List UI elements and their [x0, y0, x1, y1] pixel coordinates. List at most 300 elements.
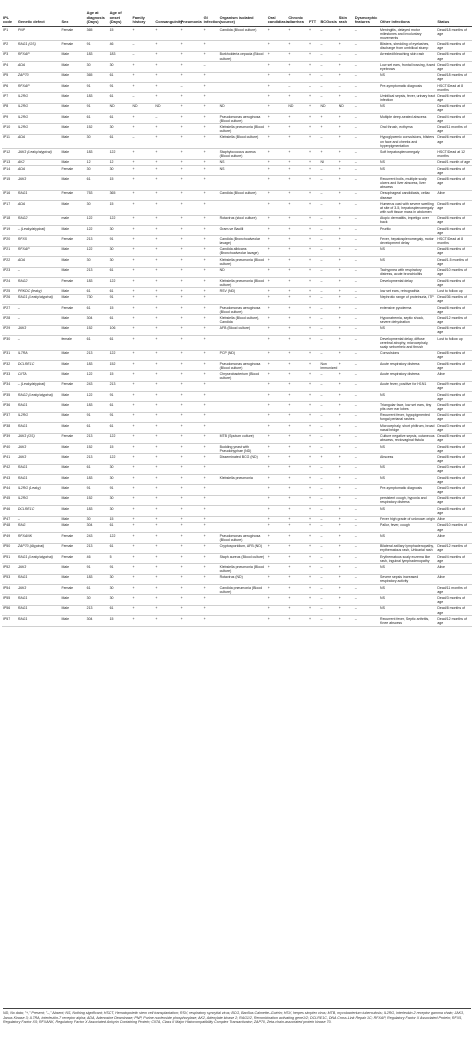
- table-cell: IP51: [2, 553, 17, 563]
- table-row: [2, 294, 472, 304]
- table-cell: Dead/6 months of age: [436, 51, 472, 61]
- table-cell: –: [132, 134, 155, 148]
- table-cell: HSCT/Dead at 8 months: [436, 82, 472, 92]
- table-cell: +: [180, 176, 203, 190]
- table-cell: +: [287, 190, 308, 200]
- table-cell: IP30: [2, 336, 17, 350]
- table-cell: +: [338, 267, 354, 277]
- table-cell: –: [319, 574, 337, 584]
- table-cell: +: [267, 93, 288, 103]
- table-cell: Dead/6 months of age: [436, 495, 472, 505]
- table-cell: Nephrotic range of proteinuria, ITP: [379, 294, 436, 304]
- table-cell: Male: [60, 267, 85, 277]
- table-cell: 183: [86, 51, 109, 61]
- table-cell: +: [287, 381, 308, 391]
- table-row: [2, 564, 472, 574]
- table-cell: +: [338, 595, 354, 605]
- table-cell: Male: [60, 350, 85, 360]
- table-cell: +: [287, 226, 308, 236]
- table-cell: Rotavirus (ND): [219, 574, 267, 584]
- table-cell: AK2: [17, 159, 61, 165]
- table-cell: IL2RG (Leaky): [17, 485, 61, 495]
- table-cell: –: [319, 443, 337, 453]
- table-row: [2, 201, 472, 215]
- table-cell: +: [154, 62, 179, 72]
- table-cell: +: [267, 236, 288, 246]
- table-cell: 30: [86, 516, 109, 522]
- table-cell: +: [287, 553, 308, 563]
- table-cell: Candida pneumonia (Blood culture): [219, 585, 267, 595]
- table-cell: 61: [109, 543, 132, 553]
- table-cell: +: [154, 443, 179, 453]
- table-row: [2, 82, 472, 92]
- table-cell: +: [154, 51, 179, 61]
- table-cell: +: [319, 149, 337, 159]
- table-cell: +: [154, 454, 179, 464]
- table-row: [2, 464, 472, 474]
- column-header: Status: [436, 3, 472, 27]
- table-cell: IP34: [2, 381, 17, 391]
- table-cell: Male: [60, 454, 85, 464]
- table-cell: +: [267, 616, 288, 626]
- table-cell: +: [267, 506, 288, 516]
- table-cell: +: [287, 574, 308, 584]
- table-cell: 91: [109, 485, 132, 495]
- table-cell: Male: [60, 464, 85, 474]
- table-cell: +: [132, 336, 155, 350]
- table-cell: 122: [86, 371, 109, 381]
- table-cell: IP16: [2, 190, 17, 200]
- table-cell: +: [132, 564, 155, 574]
- table-cell: +: [338, 616, 354, 626]
- table-cell: –: [338, 51, 354, 61]
- table-cell: Klebsiella (Blood culture), Candida: [219, 315, 267, 325]
- table-cell: 15: [109, 443, 132, 453]
- table-cell: IP35: [2, 392, 17, 402]
- table-cell: +: [180, 267, 203, 277]
- table-cell: Male: [60, 93, 85, 103]
- table-cell: IL2RG: [17, 412, 61, 422]
- table-cell: –: [354, 605, 379, 615]
- table-cell: +: [287, 267, 308, 277]
- table-cell: –: [319, 134, 337, 148]
- table-cell: –: [354, 72, 379, 82]
- table-row: [2, 325, 472, 335]
- table-cell: NS: [219, 165, 267, 175]
- table-cell: +: [267, 294, 288, 304]
- patient-table: [2, 3, 472, 627]
- table-cell: Dead/9 months of age: [436, 381, 472, 391]
- table-cell: Male: [60, 616, 85, 626]
- table-cell: extensive pyoderma: [379, 304, 436, 314]
- table-cell: NS: [379, 533, 436, 543]
- table-cell: +: [203, 350, 219, 360]
- table-cell: 213: [86, 433, 109, 443]
- table-cell: +: [338, 336, 354, 350]
- table-cell: +: [338, 371, 354, 381]
- table-cell: +: [154, 464, 179, 474]
- table-cell: –: [354, 294, 379, 304]
- table-cell: –: [354, 325, 379, 335]
- table-cell: –: [354, 41, 379, 51]
- column-header: Sex: [60, 3, 85, 27]
- table-cell: –: [319, 82, 337, 92]
- table-cell: +: [154, 392, 179, 402]
- table-cell: 30: [109, 495, 132, 505]
- table-cell: 243: [86, 381, 109, 391]
- table-cell: +: [132, 506, 155, 516]
- table-cell: Male: [60, 506, 85, 516]
- table-cell: Blisters, shedding of eyelashes, discharge from umbilical stump: [379, 41, 436, 51]
- table-row: [2, 371, 472, 381]
- table-cell: 15: [109, 27, 132, 41]
- table-cell: 61: [109, 72, 132, 82]
- table-cell: Culture negative sepsis, cutaneous abscess, rectovaginal fistula: [380, 434, 435, 443]
- table-cell: +: [203, 257, 219, 267]
- table-cell: +: [132, 215, 155, 225]
- table-cell: +: [338, 236, 354, 246]
- table-cell: –: [354, 103, 379, 113]
- table-cell: RAG1: [17, 402, 61, 412]
- table-cell: +: [154, 201, 179, 215]
- table-cell: +: [287, 246, 308, 256]
- table-row: [2, 236, 472, 246]
- table-cell: Acute respiratory distress: [379, 360, 436, 370]
- table-row: [2, 443, 472, 453]
- table-cell: +: [203, 41, 219, 51]
- table-cell: IP10: [2, 124, 17, 134]
- table-cell: Dead/6 months of age: [436, 134, 472, 148]
- table-cell: +: [154, 616, 179, 626]
- table-cell: 30: [86, 62, 109, 72]
- table-cell: –: [180, 82, 203, 92]
- table-cell: +: [132, 350, 155, 360]
- table-cell: +: [267, 277, 288, 287]
- table-cell: +: [308, 176, 319, 190]
- table-cell: 122: [86, 215, 109, 225]
- table-row: [2, 93, 472, 103]
- table-cell: 61: [86, 176, 109, 190]
- table-cell: +: [338, 201, 354, 215]
- table-cell: –: [354, 475, 379, 485]
- table-cell: +: [267, 267, 288, 277]
- table-cell: 61: [109, 114, 132, 124]
- table-cell: +: [203, 277, 219, 287]
- column-header: Genetic defect: [17, 3, 61, 27]
- table-cell: –: [17, 304, 61, 314]
- table-cell: –: [319, 176, 337, 190]
- table-cell: Male: [60, 51, 85, 61]
- table-cell: –: [319, 267, 337, 277]
- table-cell: Developmental delay: [379, 277, 436, 287]
- table-cell: +: [203, 165, 219, 175]
- table-cell: IP13: [2, 159, 17, 165]
- table-cell: 61: [86, 464, 109, 474]
- table-cell: +: [132, 464, 155, 474]
- table-cell: –: [354, 288, 379, 294]
- table-cell: Dead/12 months of age: [436, 543, 472, 553]
- table-cell: IP27: [2, 304, 17, 314]
- table-cell: +: [308, 433, 319, 443]
- table-cell: +: [308, 304, 319, 314]
- table-cell: IP19: [2, 226, 17, 236]
- table-cell: +: [308, 226, 319, 236]
- table-cell: Dead/8 months of age: [436, 506, 472, 516]
- table-cell: HSCT/Dead at 8 months: [436, 236, 472, 246]
- table-cell: 122: [109, 533, 132, 543]
- table-cell: +: [180, 236, 203, 246]
- table-cell: +: [308, 215, 319, 225]
- table-cell: 15: [109, 176, 132, 190]
- table-cell: Male: [60, 226, 85, 236]
- table-row: [2, 336, 472, 350]
- table-cell: Dead/6 months of age: [436, 93, 472, 103]
- table-cell: –: [319, 246, 337, 256]
- table-cell: +: [338, 412, 354, 422]
- table-cell: NS: [379, 257, 436, 267]
- table-cell: +: [180, 595, 203, 605]
- table-cell: 91: [86, 82, 109, 92]
- table-cell: +: [287, 475, 308, 485]
- table-cell: 91: [86, 412, 109, 422]
- column-header: Dysmorphic features: [354, 3, 379, 27]
- table-cell: IP4: [2, 62, 17, 72]
- table-cell: 213: [86, 454, 109, 464]
- table-row: [2, 506, 472, 516]
- table-cell: low set ears, retrognathia: [379, 288, 436, 294]
- table-cell: IL2RG: [17, 93, 61, 103]
- table-cell: Pre-symptomatic diagnosis: [379, 82, 436, 92]
- table-row: [2, 402, 472, 412]
- table-cell: –: [319, 294, 337, 304]
- table-cell: +: [180, 350, 203, 360]
- table-cell: +: [267, 149, 288, 159]
- table-cell: +: [267, 159, 288, 165]
- table-cell: +: [308, 564, 319, 574]
- table-cell: +: [308, 412, 319, 422]
- table-cell: +: [287, 454, 308, 464]
- table-row: [2, 124, 472, 134]
- table-cell: Klebsiella pneumonia (Blood culture): [219, 564, 267, 574]
- table-cell: +: [154, 605, 179, 615]
- table-cell: Tachypnea with respiratory distress, acute bronchiolitis: [379, 267, 436, 277]
- table-cell: –: [354, 423, 379, 433]
- table-cell: +: [338, 288, 354, 294]
- table-cell: ND: [109, 103, 132, 113]
- table-cell: IP28: [2, 315, 17, 325]
- table-cell: IP45: [2, 495, 17, 505]
- table-cell: MTB (Sputum culture): [219, 433, 267, 443]
- table-cell: Acute fever, positive for H1N1: [379, 381, 436, 391]
- table-cell: +: [308, 201, 319, 215]
- table-cell: –: [319, 336, 337, 350]
- table-cell: IP1: [2, 27, 17, 41]
- table-cell: IP17: [2, 201, 17, 215]
- table-cell: +: [132, 288, 155, 294]
- table-cell: –: [319, 190, 337, 200]
- table-cell: –: [354, 516, 379, 522]
- table-cell: Dead/4 months of age: [436, 553, 472, 563]
- table-cell: +: [132, 294, 155, 304]
- table-cell: +: [180, 495, 203, 505]
- table-cell: +: [267, 402, 288, 412]
- table-cell: 365: [86, 72, 109, 82]
- table-cell: Dead/6 months of age: [436, 443, 472, 453]
- table-cell: –: [203, 62, 219, 72]
- table-cell: [219, 412, 267, 422]
- table-cell: +: [308, 574, 319, 584]
- table-row: [2, 114, 472, 124]
- table-cell: JAK3: [17, 443, 61, 453]
- table-cell: –: [17, 315, 61, 325]
- table-cell: IP48: [2, 522, 17, 532]
- table-cell: +: [338, 72, 354, 82]
- table-cell: –: [354, 236, 379, 246]
- table-cell: RAG1: [17, 595, 61, 605]
- table-cell: Lost to follow up: [436, 336, 472, 350]
- table-cell: +: [180, 475, 203, 485]
- table-cell: –: [319, 371, 337, 381]
- table-cell: –: [354, 257, 379, 267]
- table-cell: [219, 506, 267, 516]
- table-cell: +: [287, 564, 308, 574]
- table-cell: –: [319, 506, 337, 516]
- table-cell: +: [267, 215, 288, 225]
- table-cell: Female: [60, 41, 85, 51]
- table-cell: [219, 605, 267, 615]
- table-cell: –: [319, 392, 337, 402]
- table-cell: +: [203, 392, 219, 402]
- table-cell: +: [287, 443, 308, 453]
- table-cell: +: [154, 325, 179, 335]
- table-cell: Dead/3 months of age: [436, 62, 472, 72]
- table-cell: IP37: [2, 412, 17, 422]
- table-cell: +: [308, 41, 319, 51]
- table-cell: NS: [379, 246, 436, 256]
- table-cell: +: [203, 543, 219, 553]
- table-cell: ADA: [17, 134, 61, 148]
- column-header: BCGosis: [319, 3, 337, 27]
- table-cell: NI: [319, 159, 337, 165]
- table-cell: +: [338, 93, 354, 103]
- table-cell: +: [338, 159, 354, 165]
- table-cell: +: [338, 485, 354, 495]
- table-cell: +: [154, 246, 179, 256]
- table-cell: +: [180, 246, 203, 256]
- table-cell: IP43: [2, 475, 17, 485]
- table-cell: +: [338, 574, 354, 584]
- table-cell: IL2RG: [17, 103, 61, 113]
- table-cell: RAG2: [17, 215, 61, 225]
- table-cell: +: [287, 506, 308, 516]
- table-cell: +: [287, 360, 308, 370]
- table-cell: –: [132, 51, 155, 61]
- table-cell: +: [287, 165, 308, 175]
- table-cell: +: [132, 392, 155, 402]
- table-cell: +: [203, 464, 219, 474]
- table-cell: RAG1: [17, 190, 61, 200]
- table-cell: +: [308, 350, 319, 360]
- table-cell: Recurrent fever, Septic arthritis, Knee abscess: [379, 616, 436, 626]
- table-cell: [219, 336, 267, 350]
- table-cell: +: [267, 516, 288, 522]
- table-cell: Alive: [436, 371, 472, 381]
- table-cell: –: [319, 543, 337, 553]
- table-cell: +: [154, 533, 179, 543]
- table-cell: 213: [86, 543, 109, 553]
- table-cell: IP52: [2, 564, 17, 574]
- table-cell: Female: [60, 190, 85, 200]
- table-cell: Erythematous scaly eczema like rash, inguinal lymphadenopathy: [379, 553, 436, 563]
- table-cell: +: [203, 371, 219, 381]
- table-cell: Female: [60, 585, 85, 595]
- table-cell: 12: [109, 159, 132, 165]
- column-header: Chronic diarrhea: [287, 3, 308, 27]
- table-cell: –: [354, 616, 379, 626]
- table-cell: Chryseobacterium (Blood culture): [219, 371, 267, 381]
- table-cell: +: [132, 190, 155, 200]
- table-cell: Alive: [436, 564, 472, 574]
- table-cell: +: [267, 315, 288, 325]
- table-cell: +: [132, 82, 155, 92]
- table-cell: 753: [86, 190, 109, 200]
- table-cell: IP9: [2, 114, 17, 124]
- table-cell: RAG: [17, 522, 61, 532]
- table-cell: +: [203, 134, 219, 148]
- table-row: [2, 574, 472, 584]
- table-cell: Candida (Bronchoalveolar lavage): [219, 236, 267, 246]
- table-cell: +: [180, 564, 203, 574]
- table-cell: +: [154, 190, 179, 200]
- table-cell: IP18: [2, 215, 17, 225]
- table-cell: +: [319, 114, 337, 124]
- table-cell: 91: [86, 564, 109, 574]
- table-cell: 183: [86, 93, 109, 103]
- table-cell: Dead/8 months of age: [436, 176, 472, 190]
- table-cell: IP39: [2, 433, 17, 443]
- table-cell: +: [267, 176, 288, 190]
- table-cell: Dead/8 months of age: [436, 605, 472, 615]
- table-row: [2, 522, 472, 532]
- table-cell: Pallor, fever, cough: [379, 522, 436, 532]
- table-cell: +: [308, 62, 319, 72]
- table-cell: +: [132, 246, 155, 256]
- table-cell: +: [287, 605, 308, 615]
- table-cell: 12: [86, 159, 109, 165]
- table-cell: IP5: [2, 72, 17, 82]
- table-cell: Male: [60, 522, 85, 532]
- table-cell: +: [267, 165, 288, 175]
- table-cell: +: [203, 506, 219, 516]
- table-cell: 61: [109, 522, 132, 532]
- table-cell: Gram-ve Bacilli: [219, 226, 267, 236]
- table-cell: +: [308, 288, 319, 294]
- table-cell: Dead/8 months of age: [436, 350, 472, 360]
- table-cell: NS: [379, 325, 436, 335]
- table-cell: Female: [60, 27, 85, 41]
- table-cell: Female: [60, 236, 85, 246]
- table-cell: +: [308, 149, 319, 159]
- table-cell: +: [132, 553, 155, 563]
- table-cell: +: [203, 443, 219, 453]
- table-cell: +: [180, 516, 203, 522]
- table-cell: –: [319, 485, 337, 495]
- table-cell: –: [354, 277, 379, 287]
- table-cell: Dead/1 month of age: [437, 160, 471, 165]
- table-cell: Dead/6 months of age: [436, 226, 472, 236]
- table-cell: Dead/11 months of age: [436, 124, 472, 134]
- table-cell: +: [287, 392, 308, 402]
